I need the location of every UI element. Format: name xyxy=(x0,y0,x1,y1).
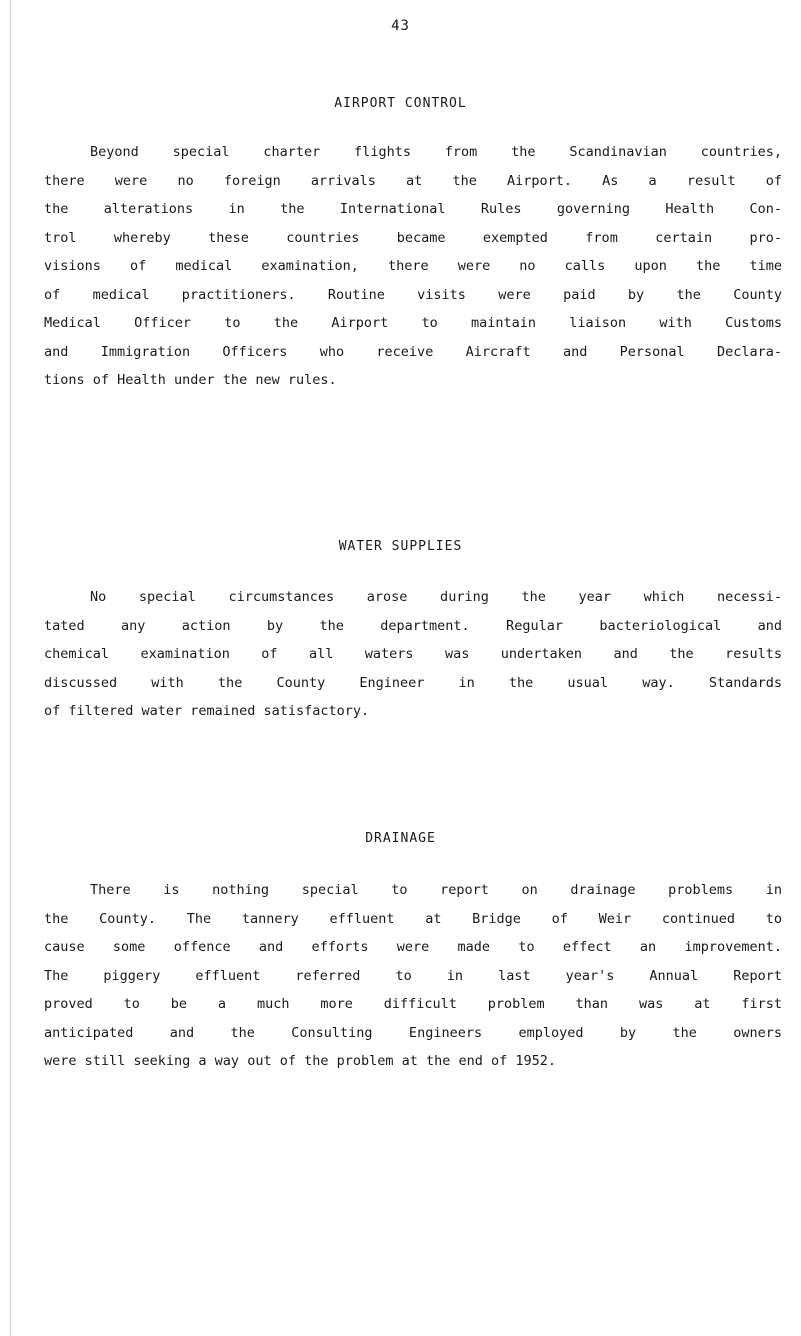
text-line: anticipated and the Consulting Engineers employed by the owners xyxy=(44,1024,782,1041)
text-line: chemical examination of all waters was undertaken and the results xyxy=(44,646,782,662)
text-line: There is nothing special to report on drainage problems in xyxy=(90,882,782,898)
text-line: the alterations in the International Rules governing Health Con- xyxy=(44,201,782,217)
heading-water-supplies: WATER SUPPLIES xyxy=(338,539,463,554)
page-number: 43 xyxy=(391,18,410,34)
text-line: visions of medical examination, there were no calls upon the time xyxy=(44,258,782,274)
text-line: were still seeking a way out of the problem at the end of 1952. xyxy=(44,1053,557,1069)
paragraph-drainage xyxy=(44,876,782,1076)
text-line: tions of Health under the new rules. xyxy=(44,372,337,388)
text-line: proved to be a much more difficult problem than was at first xyxy=(44,996,782,1012)
text-line: The piggery effluent referred to in last year's Annual Report xyxy=(44,967,782,984)
text-line: cause some offence and efforts were made to effect an improvement. xyxy=(44,939,782,955)
heading-airport-control: AIRPORT CONTROL xyxy=(334,96,467,111)
text-line: of medical practitioners. Routine visits were paid by the County xyxy=(44,286,782,303)
text-line: of filtered water remained satisfactory. xyxy=(44,703,370,719)
heading-drainage: DRAINAGE xyxy=(365,831,436,846)
text-line: Medical Officer to the Airport to maintain liaison with Customs xyxy=(44,315,782,331)
text-line: discussed with the County Engineer in the usual way. Standards xyxy=(44,674,782,691)
paragraph-water-supplies xyxy=(44,583,782,726)
page-edge-line xyxy=(10,0,11,1336)
text-line: No special circumstances arose during the year which necessi- xyxy=(90,589,782,605)
text-line: there were no foreign arrivals at the Airport. As a result of xyxy=(44,172,782,189)
text-line: and Immigration Officers who receive Aircraft and Personal Declara- xyxy=(44,343,782,360)
paragraph-airport-control xyxy=(44,138,782,395)
text-line: the County. The tannery effluent at Bridge of Weir continued to xyxy=(44,910,782,927)
text-line: trol whereby these countries became exempted from certain pro- xyxy=(44,229,782,246)
text-line: Beyond special charter flights from the Scandinavian countries, xyxy=(90,144,782,160)
text-line: tated any action by the department. Regular bacteriological and xyxy=(44,617,782,634)
